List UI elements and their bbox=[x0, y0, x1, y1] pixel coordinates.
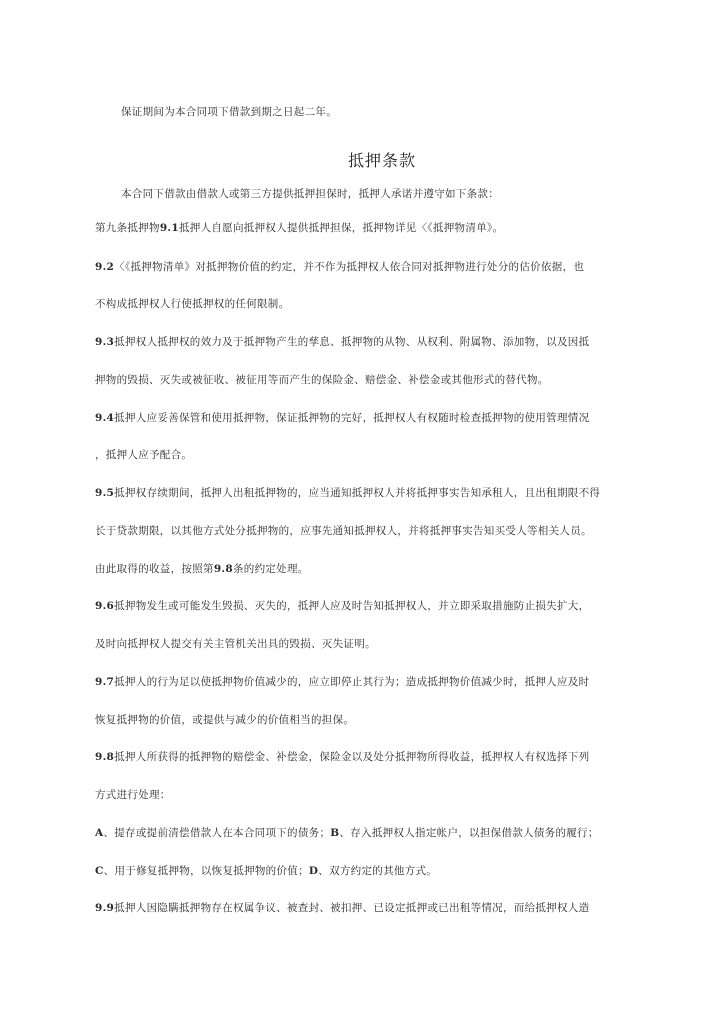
clause-line: 9.3抵押权人抵押权的效力及于抵押物产生的孳息、抵押物的从物、从权利、附属物、添加物，以及因抵 bbox=[95, 336, 590, 348]
clause-line: 9.5抵押权存续期间，抵押人出租抵押物的，应当通知抵押权人并将抵押事实告知承租人，且出租期限不得 bbox=[95, 487, 601, 499]
clause-line: 由此取得的收益，按照第9.8条的约定处理。 bbox=[95, 563, 309, 575]
guarantee-period-text: 保证期间为本合同项下借款到期之日起二年。 bbox=[121, 106, 337, 118]
clause-line: 9.4抵押人应妥善保管和使用抵押物，保证抵押物的完好，抵押权人有权随时检查抵押物的使用管理情况 bbox=[95, 412, 590, 424]
clause-line: 押物的毁损、灭失或被征收、被征用等而产生的保险金、赔偿金、补偿金或其他形式的替代物。 bbox=[95, 374, 549, 386]
clause-line: 不构成抵押权人行使抵押权的任何限制。 bbox=[95, 298, 290, 310]
clause-line: 第九条抵押物9.1抵押人自愿向抵押权人提供抵押担保，抵押物详见〈《抵押物清单》。 bbox=[95, 222, 504, 234]
clause-line: A、提存或提前清偿借款人在本合同项下的债务；B、存入抵押权人指定帐户，以担保借款人债务的履行； bbox=[95, 827, 599, 839]
clause-line: 9.8抵押人所获得的抵押物的赔偿金、补偿金，保险金以及处分抵押物所得收益，抵押权人有权选择下列 bbox=[95, 751, 590, 763]
clause-line: ，抵押人应予配合。 bbox=[95, 449, 193, 461]
clause-line: 方式进行处理： bbox=[95, 789, 171, 801]
section-title: 抵押条款 bbox=[348, 151, 417, 170]
clause-line: C、用于修复抵押物，以恢复抵押物的价值；D、双方约定的其他方式。 bbox=[95, 865, 438, 877]
clause-line: 9.2〈《抵押物清单》对抵押物价值的约定，并不作为抵押权人依合同对抵押物进行处分的估价依据，也 bbox=[95, 261, 585, 273]
preamble-text: 本合同下借款由借款人或第三方提供抵押担保时，抵押人承诺并遵守如下条款： bbox=[121, 188, 499, 200]
clause-line: 及时向抵押权人提交有关主管机关出具的毁损、灭失证明。 bbox=[95, 638, 376, 650]
clause-line: 恢复抵押物的价值，或提供与减少的价值相当的担保。 bbox=[95, 714, 355, 726]
clause-line: 9.6抵押物发生或可能发生毁损、灭失的，抵押人应及时告知抵押权人，并立即采取措施防止损失扩大， bbox=[95, 600, 590, 612]
clause-line: 长于贷款期限，以其他方式处分抵押物的，应事先通知抵押权人，并将抵押事实告知买受人等相关人员。 bbox=[95, 525, 592, 537]
clause-line: 9.7抵押人的行为足以使抵押物价值减少的，应立即停止其行为；造成抵押物价值减少时，抵押人应及时 bbox=[95, 676, 590, 688]
clause-line: 9.9抵押人因隐瞒抵押物存在权属争议、被查封、被扣押、已设定抵押或已出租等情况，而给抵押权人造 bbox=[95, 902, 590, 914]
